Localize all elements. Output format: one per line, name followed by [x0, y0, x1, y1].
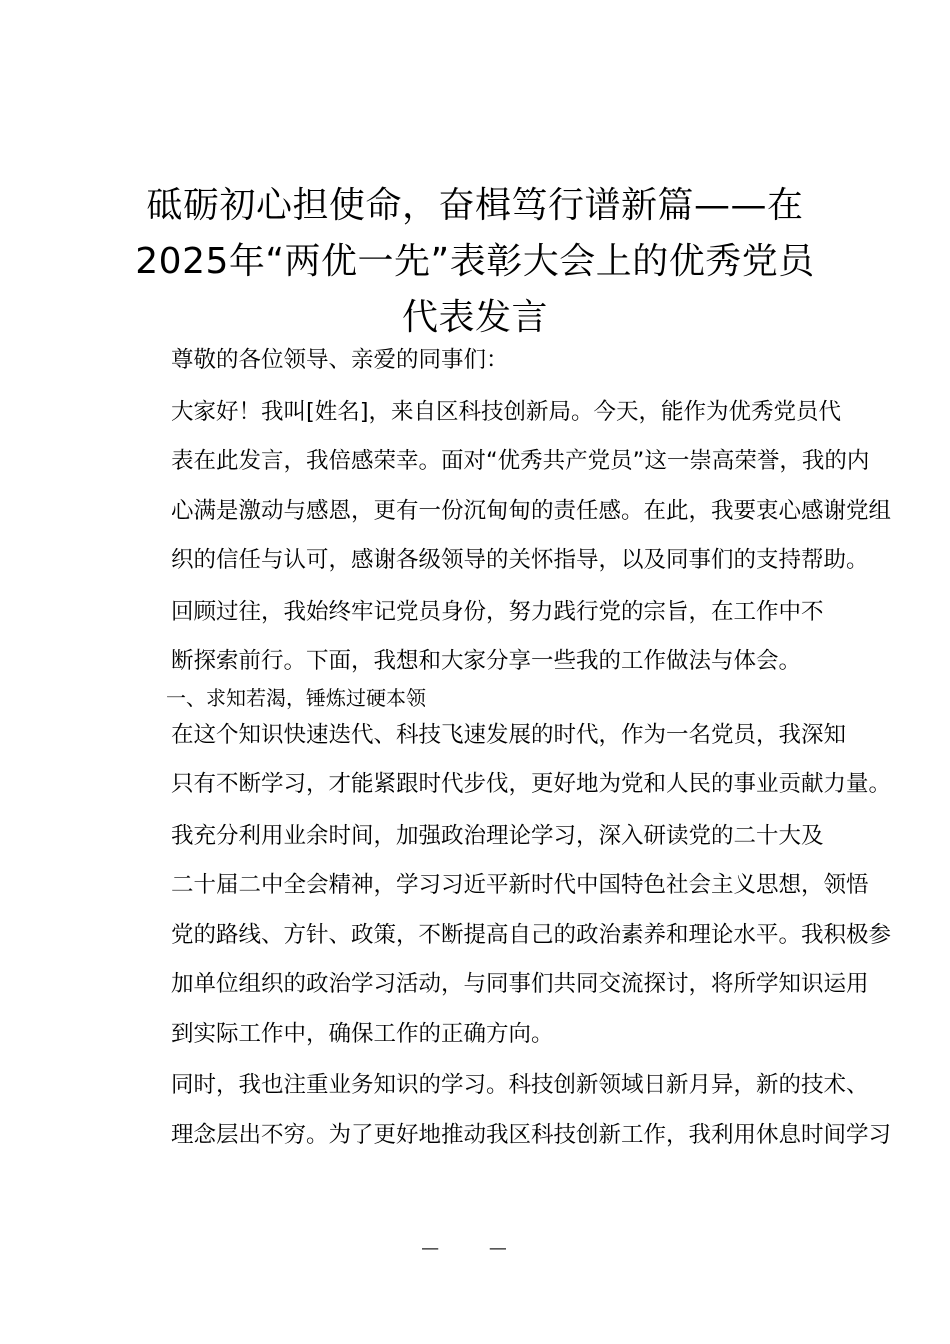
paragraph-learning-intro: [126, 711, 892, 810]
salutation: 尊敬的各位领导、亲爱的同事们：: [171, 347, 509, 373]
text-line: 加单位组织的政治学习活动，与同事们共同交流探讨，将所学知识运用: [171, 971, 869, 997]
text-line: 心满是激动与感恩，更有一份沉甸甸的责任感。在此，我要衷心感谢党组: [171, 497, 892, 524]
paragraph-business-study: [126, 1061, 892, 1160]
text-line: 表在此发言，我倍感荣幸。面对“优秀共产党员”这一崇高荣誉，我的内: [171, 448, 870, 474]
text-line: 我充分利用业余时间，加强政治理论学习，深入研读党的二十大及: [171, 822, 824, 849]
text-line: 织的信任与认可，感谢各级领导的关怀指导，以及同事们的支持帮助。: [171, 547, 869, 573]
text-line: 党的路线、方针、政策，不断提高自己的政治素养和理论水平。我积极参: [171, 921, 892, 948]
text-line: 到实际工作中，确保工作的正确方向。: [171, 1020, 554, 1047]
text-line: 同时，我也注重业务知识的学习。科技创新领域日新月异，新的技术、: [171, 1072, 869, 1098]
page-number-footer: — —: [421, 1238, 529, 1259]
paragraph-review: [126, 588, 832, 687]
document-title: [120, 178, 830, 346]
text-line: 在这个知识快速迭代、科技飞速发展的时代，作为一名党员，我深知: [171, 721, 847, 748]
text-line: 二十届二中全会精神，学习习近平新时代中国特色社会主义思想，领悟: [171, 872, 869, 898]
paragraph-greeting: [126, 388, 892, 586]
text-line: 断探索前行。下面，我想和大家分享一些我的工作做法与体会。: [171, 648, 802, 674]
document-body: [126, 336, 892, 1160]
title-line-2: 2025年“两优一先”表彰大会上的优秀党员: [135, 241, 815, 282]
title-line-1: 砥砺初心担使命，奋楫笃行谱新篇——在: [146, 185, 804, 226]
title-line-3: 代表发言: [401, 297, 548, 338]
text-line: 理念层出不穷。为了更好地推动我区科技创新工作，我利用休息时间学习: [171, 1121, 892, 1148]
text-line: 大家好！我叫[姓名]，来自区科技创新局。今天，能作为优秀党员代: [171, 398, 842, 425]
paragraph-political-study: [126, 812, 892, 1060]
text-line: 只有不断学习，才能紧跟时代步伐，更好地为党和人民的事业贡献力量。: [171, 771, 892, 797]
text-line: 回顾过往，我始终牢记党员身份，努力践行党的宗旨，在工作中不: [171, 598, 824, 625]
section-heading: 一、求知若渴，锤炼过硬本领: [166, 685, 426, 710]
